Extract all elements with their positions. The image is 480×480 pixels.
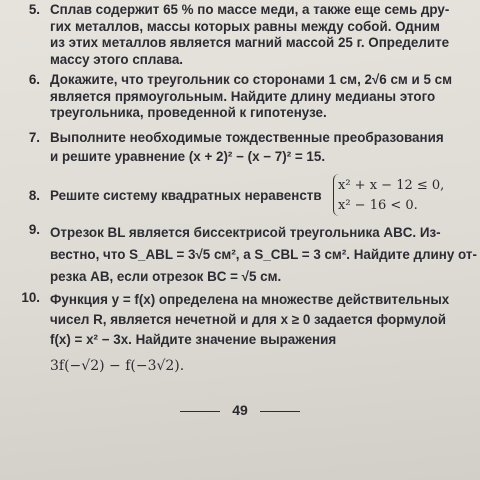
problem-line: Отрезок BL является биссектрисой треугольника ABC. Из- (50, 225, 441, 240)
problem-number: 6. (28, 72, 40, 87)
problem-number: 10. (21, 290, 40, 305)
problem-line: гих металлов, массы которых равны между собой. Одним (50, 18, 440, 34)
problem-line: Выполните необходимые тождественные преобразования (50, 130, 444, 145)
problem-number: 5. (28, 2, 40, 17)
problem-6 (10, 72, 470, 122)
footer-rule-right (260, 411, 300, 412)
inequality-1: x² + x − 12 ≤ 0, (338, 178, 445, 193)
problem-line: Докажите, что треугольник со сторонами 1 см, 2√6 см и 5 см (50, 72, 453, 87)
problem-line: из этих металлов является магний массой 25 г. Определите (50, 35, 450, 51)
problem-line: 3f(−√2) − f(−3√2). (50, 358, 185, 374)
problem-line: вестно, что S_ABL = 3√5 см², а S_CBL = 3 см². Найдите длину от- (50, 247, 477, 262)
problem-line: и решите уравнение (x + 2)² − (x − 7)² = 15. (50, 148, 326, 164)
problem-line: является прямоугольным. Найдите длину медианы этого (50, 88, 436, 104)
footer-rule-left (180, 411, 220, 412)
problem-5 (10, 2, 470, 68)
problem-line: Функция y = f(x) определена на множестве действительных (50, 292, 450, 307)
problem-line: Сплав содержит 65 % по массе меди, а также еще семь дру- (50, 2, 450, 17)
inequality-system (338, 176, 444, 216)
problem-7 (10, 130, 470, 165)
problem-number: 7. (28, 130, 40, 145)
inequality-2: x² − 16 < 0. (338, 198, 418, 213)
problem-9 (10, 222, 477, 288)
problem-number: 8. (28, 188, 40, 203)
page-number: 49 (232, 402, 248, 418)
problem-number: 9. (28, 222, 40, 237)
problem-line: Решите систему квадратных неравенств (50, 188, 322, 203)
problem-line: чисел R, является нечетной и для x ≥ 0 задается формулой (50, 312, 446, 327)
problem-line: треугольника, проведенной к гипотенузе. (50, 105, 327, 121)
problem-line: резка AB, если отрезок BC = √5 см. (50, 269, 282, 284)
problem-line: f(x) = x² − 3x. Найдите значение выражения (50, 332, 337, 347)
page-number-footer (0, 402, 480, 418)
problem-line: массу этого сплава. (50, 51, 184, 67)
problem-10 (10, 290, 470, 376)
